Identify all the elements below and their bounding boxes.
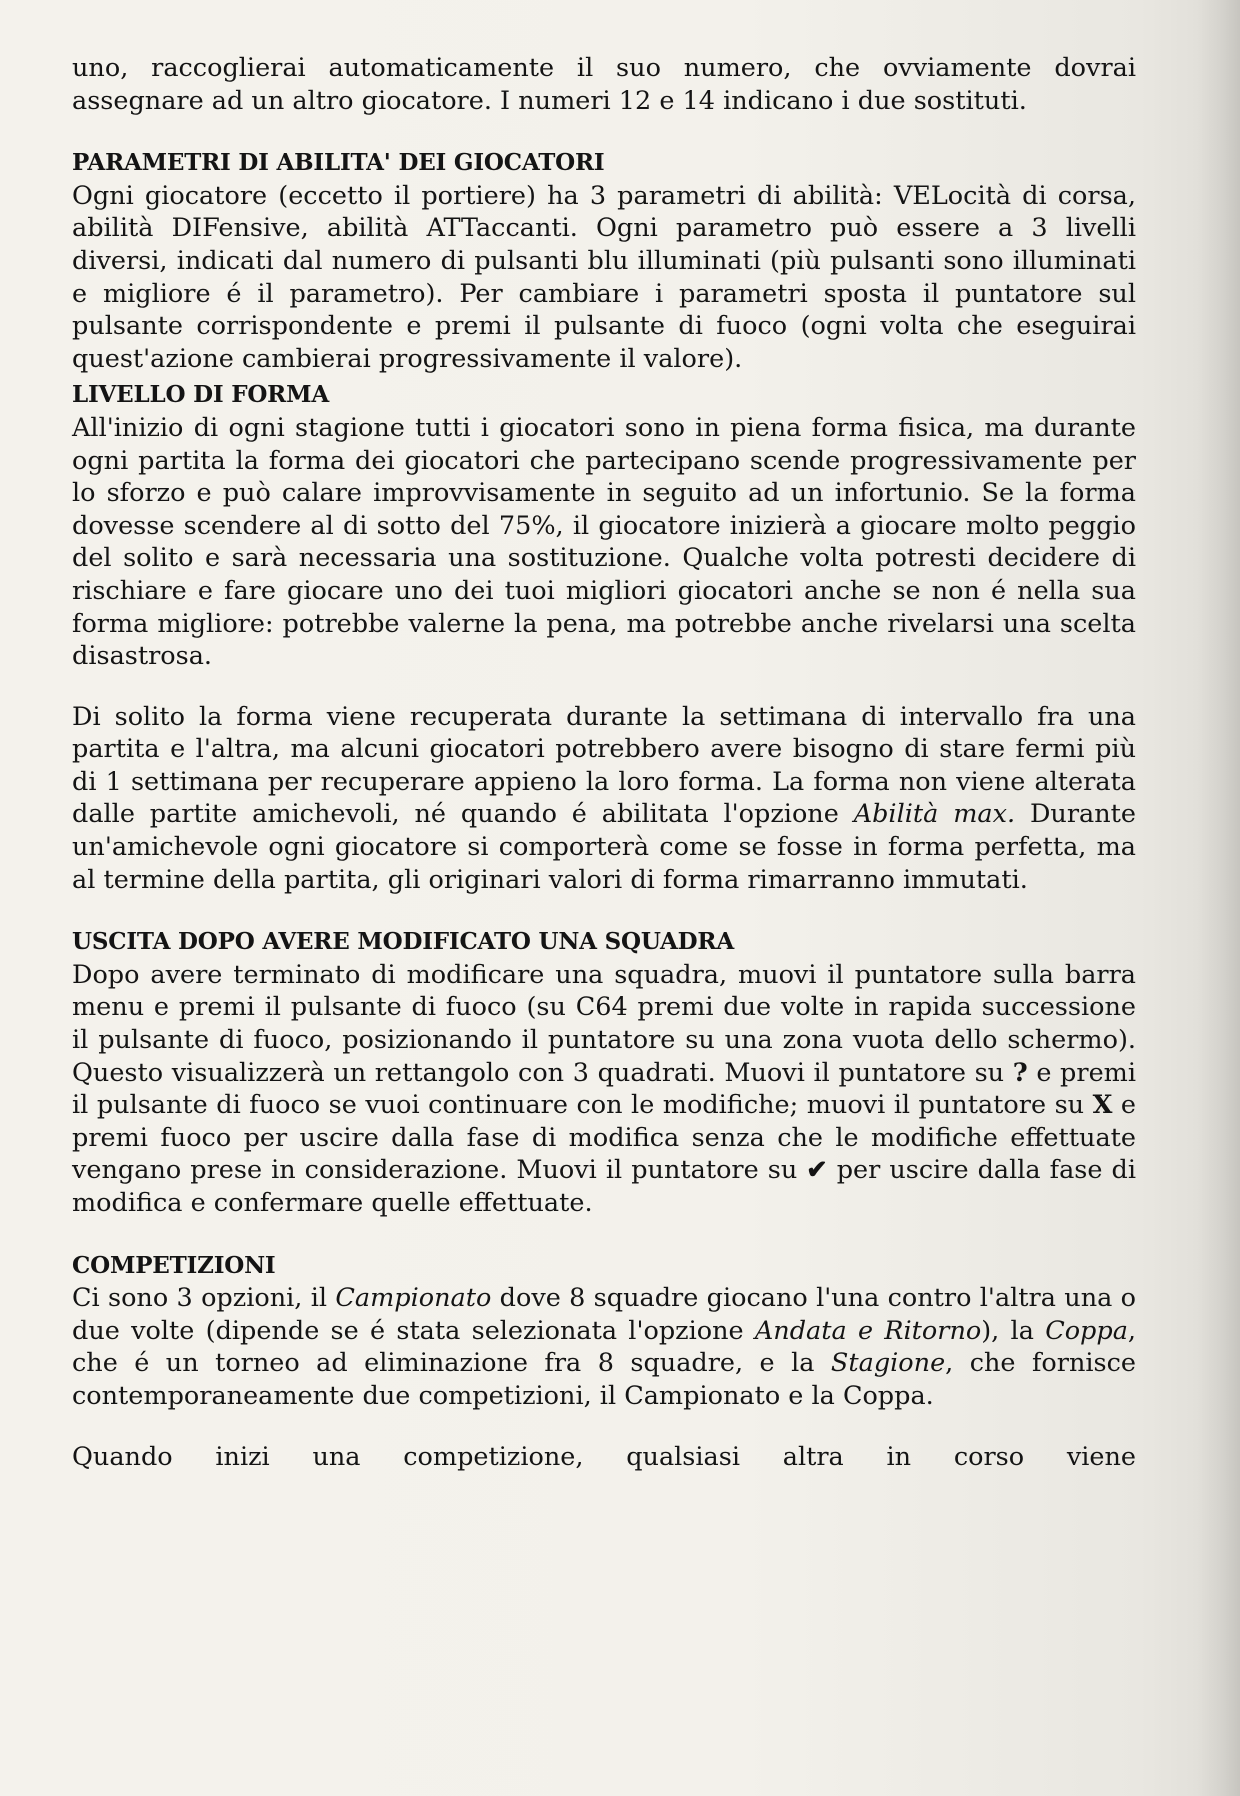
x-symbol: X bbox=[1092, 1090, 1113, 1121]
stagione-term: Stagione bbox=[830, 1348, 946, 1379]
heading-parametri: PARAMETRI DI ABILITA' DEI GIOCATORI bbox=[72, 149, 605, 177]
comp-text-3: ), la bbox=[981, 1315, 1046, 1346]
intro-paragraph: uno, raccoglierai automaticamente il suo numero, che ovviamente dovrai assegnare ad un altro giocatore. I numeri 12 e 14 indicano i due sostituti. bbox=[72, 53, 1136, 116]
comp-text-2: dove 8 squadre giocano l'una contro l'altra una o due volte (dipende se é stata selezionata l'opzione bbox=[72, 1283, 1136, 1346]
uscita-text-c: e premi fuoco per uscire dalla fase di modifica senza che le modifiche effettuate vengano prese in considerazione. Muovi il puntatore su bbox=[72, 1090, 1136, 1186]
question-symbol: ? bbox=[1012, 1057, 1028, 1088]
livello-text-a: Di solito la forma viene recuperata durante la settimana di intervallo fra una partita e l'altra, ma alcuni giocatori potrebbero avere bisogno di stare fermi più di 1 settimana per recuperare appieno la loro forma. La forma non viene alterata dalle partite amichevoli, né quando é abilitata l'opzione bbox=[72, 701, 1136, 830]
page-binding-shadow bbox=[1196, 0, 1240, 1796]
coppa-term: Coppa bbox=[1045, 1315, 1128, 1346]
last-paragraph: Quando inizi una competizione, qualsiasi altra in corso viene bbox=[72, 1441, 1136, 1472]
uscita-text-b: e premi il pulsante di fuoco se vuoi continuare con le modifiche; muovi il puntatore su bbox=[72, 1057, 1136, 1121]
livello-paragraph-2 bbox=[72, 701, 1136, 897]
livello-paragraph-1: All'inizio di ogni stagione tutti i giocatori sono in piena forma fisica, ma durante ogni partita la forma dei giocatori che partecipano scende progressivamente per lo sforzo e può calare improvvisamente in seguito ad un infortunio. Se la forma dovesse scendere al di sotto del 75%, il giocatore inizierà a giocare molto peggio del solito e sarà necessaria una sostituzione. Qualche volta potresti decidere di rischiare e fare giocare uno dei tuoi migliori giocatori anche se non é nella sua forma migliore: potrebbe valerne la pena, ma potrebbe anche rivelarsi una scelta disastrosa. bbox=[72, 412, 1136, 672]
abilita-max-term: Abilità max. bbox=[853, 799, 1016, 830]
competizioni-paragraph bbox=[72, 1282, 1136, 1412]
check-icon: ✔ bbox=[806, 1155, 828, 1186]
heading-uscita: USCITA DOPO AVERE MODIFICATO UNA SQUADRA bbox=[72, 928, 734, 956]
parametri-paragraph: Ogni giocatore (eccetto il portiere) ha 3 parametri di abilità: VELocità di corsa, abilità DIFensive, abilità ATTaccanti. Ogni parametro può essere a 3 livelli diversi, indicati dal numero di pulsanti blu illuminati (più pulsanti sono illuminati e migliore é il parametro). Per cambiare i parametri sposta il puntatore sul pulsante corrispondente e premi il pulsante di fuoco (ogni volta che eseguirai quest'azione cambierai progressivamente il valore). bbox=[72, 180, 1136, 374]
comp-text-4: , che é un torneo ad eliminazione fra 8 squadre, e la bbox=[72, 1315, 1137, 1379]
document-body bbox=[72, 52, 1136, 1473]
heading-livello-forma: LIVELLO DI FORMA bbox=[72, 381, 329, 409]
uscita-paragraph bbox=[72, 959, 1136, 1220]
uscita-text-d: per uscire dalla fase di modifica e confermare quelle effettuate. bbox=[72, 1155, 1136, 1218]
uscita-text-a: Dopo avere terminato di modificare una squadra, muovi il puntatore sulla barra menu e premi il pulsante di fuoco (su C64 premi due volte in rapida successione il pulsante di fuoco, posizionando il puntatore su una zona vuota dello schermo). Questo visualizzerà un rettangolo con 3 quadrati. Muovi il puntatore su bbox=[72, 959, 1136, 1088]
livello-text-b: Durante un'amichevole ogni giocatore si comporterà come se fosse in forma perfetta, ma al termine della partita, gli originari valori di forma rimarranno immutati. bbox=[72, 799, 1136, 895]
comp-text-1: Ci sono 3 opzioni, il bbox=[72, 1283, 336, 1314]
heading-competizioni: COMPETIZIONI bbox=[72, 1251, 276, 1279]
andata-ritorno-term: Andata e Ritorno bbox=[754, 1315, 982, 1346]
comp-text-5: , che fornisce contemporaneamente due competizioni, il Campionato e la Coppa. bbox=[72, 1348, 1136, 1411]
campionato-term: Campionato bbox=[335, 1283, 492, 1314]
